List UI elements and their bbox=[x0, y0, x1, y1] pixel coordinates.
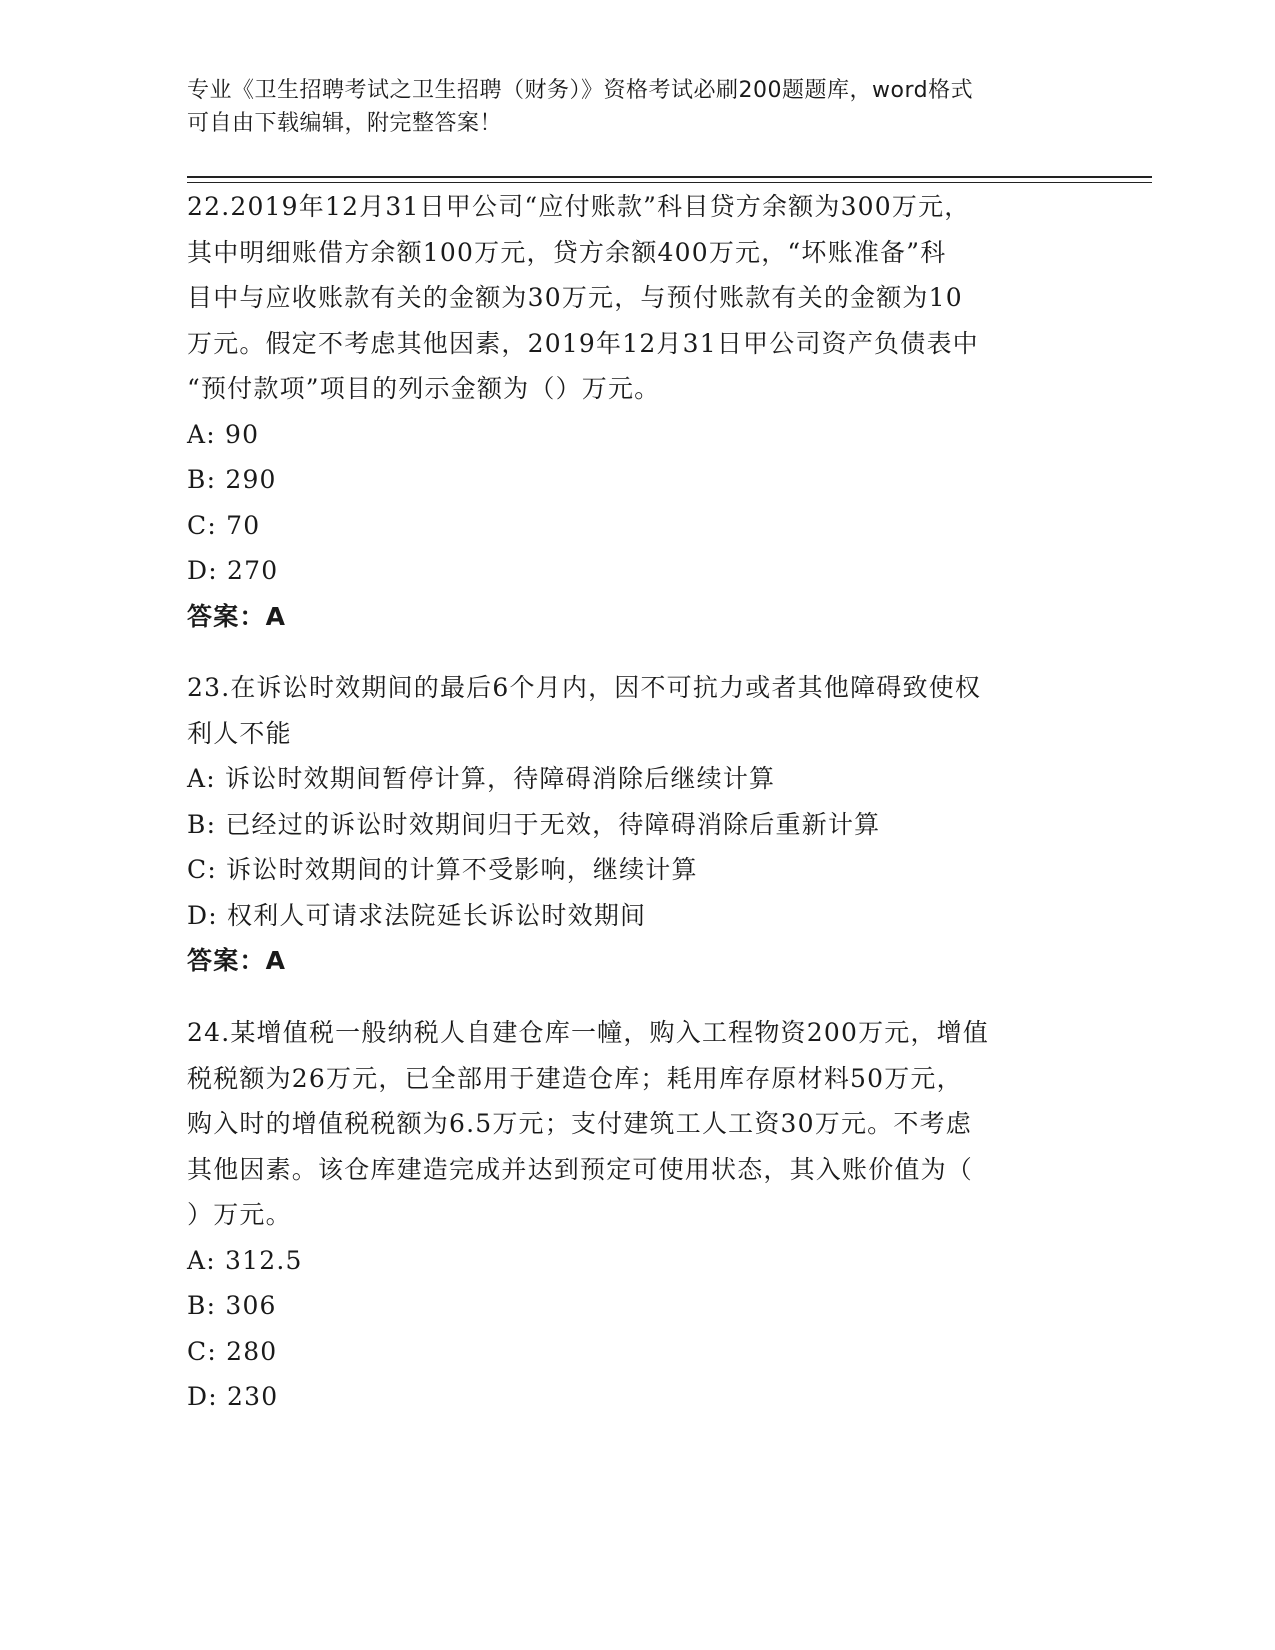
option-a: A: 诉讼时效期间暂停计算，待障碍消除后继续计算 bbox=[187, 764, 776, 793]
header-divider-thick bbox=[187, 176, 1152, 178]
question-22 bbox=[187, 184, 1067, 639]
option-d: D: 230 bbox=[187, 1382, 279, 1411]
question-24 bbox=[187, 1010, 1067, 1420]
question-stem bbox=[187, 184, 1067, 412]
question-stem bbox=[187, 665, 1067, 756]
option-b: B: 已经过的诉讼时效期间归于无效，待障碍消除后重新计算 bbox=[187, 809, 881, 839]
question-stem bbox=[187, 1010, 1067, 1238]
header-divider-thin bbox=[187, 182, 1152, 183]
header-line-1: 专业《卫生招聘考试之卫生招聘（财务）》资格考试必刷200题题库，word格式 bbox=[187, 78, 974, 103]
stem-line: ）万元。 bbox=[187, 1200, 292, 1229]
stem-line: 24.某增值税一般纳税人自建仓库一幢，购入工程物资200万元，增值 bbox=[187, 1018, 990, 1047]
option-d: D: 权利人可请求法院延长诉讼时效期间 bbox=[187, 900, 647, 930]
option-b: B: 306 bbox=[187, 1291, 277, 1320]
stem-line: “预付款项”项目的列示金额为（）万元。 bbox=[187, 374, 661, 403]
stem-line: 其中明细账借方余额100万元，贷方余额400万元，“坏账准备”科 bbox=[187, 237, 947, 267]
option-a: A: 90 bbox=[187, 419, 260, 449]
document-header bbox=[187, 74, 1067, 140]
answer: 答案：A bbox=[187, 601, 287, 631]
stem-line: 其他因素。该仓库建造完成并达到预定可使用状态，其入账价值为（ bbox=[187, 1154, 974, 1184]
stem-line: 利人不能 bbox=[187, 718, 292, 748]
stem-line: 22.2019年12月31日甲公司“应付账款”科目贷方余额为300万元， bbox=[187, 192, 971, 221]
answer: 答案：A bbox=[187, 946, 287, 975]
option-d: D: 270 bbox=[187, 556, 279, 585]
option-a: A: 312.5 bbox=[187, 1245, 303, 1275]
question-23 bbox=[187, 665, 1067, 984]
option-c: C: 70 bbox=[187, 510, 261, 540]
option-c: C: 诉讼时效期间的计算不受影响，继续计算 bbox=[187, 855, 698, 884]
option-b: B: 290 bbox=[187, 465, 277, 494]
header-line-2: 可自由下载编辑，附完整答案！ bbox=[187, 111, 503, 136]
stem-line: 目中与应收账款有关的金额为30万元，与预付账款有关的金额为10 bbox=[187, 283, 963, 312]
stem-line: 购入时的增值税税额为6.5万元；支付建筑工人工资30万元。不考虑 bbox=[187, 1109, 972, 1138]
stem-line: 23.在诉讼时效期间的最后6个月内，因不可抗力或者其他障碍致使权 bbox=[187, 673, 982, 702]
option-c: C: 280 bbox=[187, 1336, 278, 1366]
stem-line: 税税额为26万元，已全部用于建造仓库；耗用库存原材料50万元， bbox=[187, 1063, 963, 1093]
stem-line: 万元。假定不考虑其他因素，2019年12月31日甲公司资产负债表中 bbox=[187, 328, 979, 358]
